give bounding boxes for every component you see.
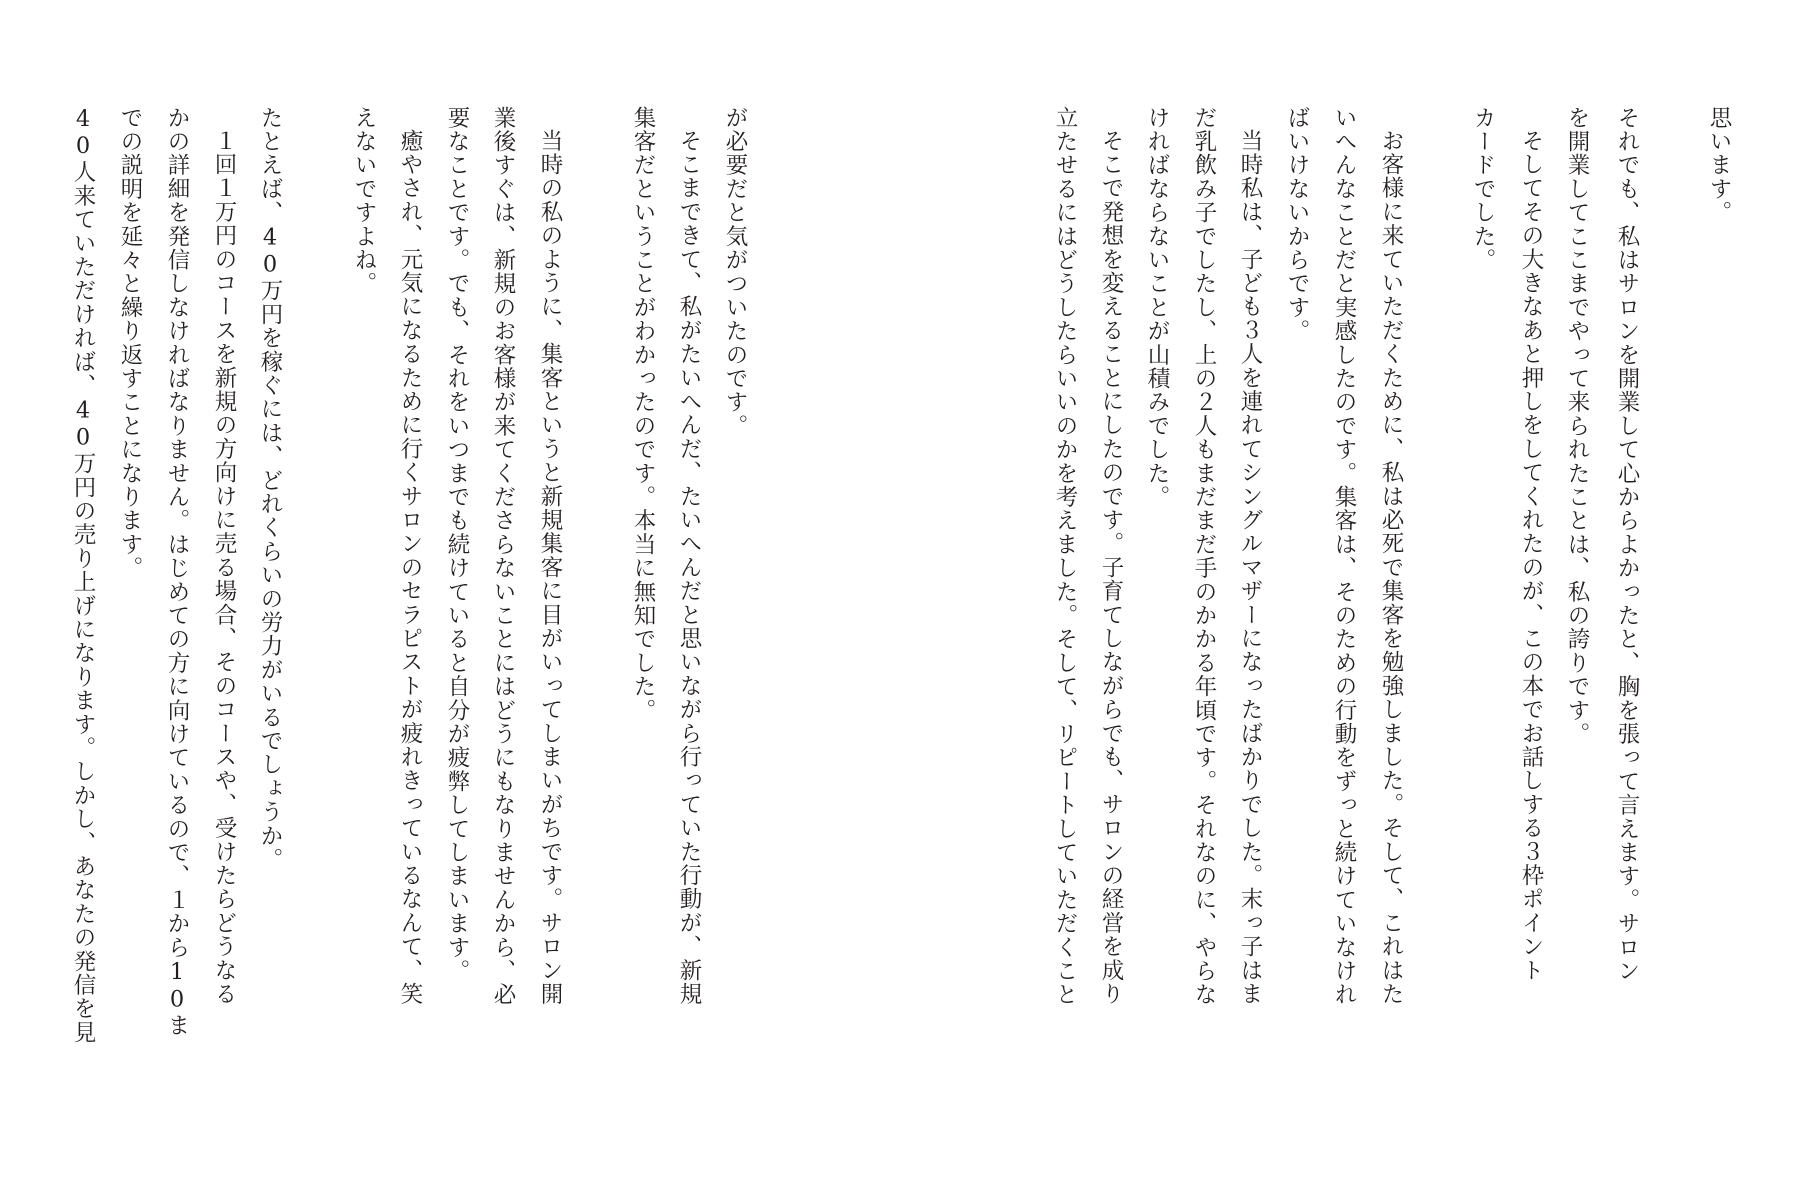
text-line: 当時の私のように、集客というと新規集客に目がいってしまいがちです。サロン開: [537, 128, 563, 1006]
text-line: 思います。: [1706, 106, 1732, 225]
text-line: それでも、私はサロンを開業して心からよかったと、胸を張って言えます。サロン: [1614, 106, 1640, 983]
text-line: たとえば、40万円を稼ぐには、どれくらいの労力がいるでしょうか。: [257, 106, 283, 872]
text-line: 業後すぐは、新規のお客様が来てくださらないことにはどうにもなりませんから、必: [490, 106, 516, 1007]
text-line: カードでした。: [1470, 106, 1496, 272]
text-line: 集客だということがわかったのです。本当に無知でした。: [630, 106, 656, 723]
text-line: お客様に来ていただくために、私は必死で集客を勉強しました。そして、これはた: [1378, 128, 1404, 1006]
text-line: かの詳細を発信しなければなりません。はじめての方に向けているので、１から10ま: [164, 106, 190, 1038]
text-line: が必要だと気がついたのです。: [722, 106, 748, 438]
text-line: 40人来ていただければ、40万円の売り上げになります。しかし、あなたの発信を見: [70, 106, 96, 1045]
text-line: ければならないことが山積みでした。: [1144, 106, 1170, 509]
text-line: そしてその大きなあと押しをしてくれたのが、この本でお話しする３枠ポイント: [1518, 128, 1544, 982]
text-line: ばいけないからです。: [1284, 106, 1310, 343]
text-line: そこまできて、私がたいへんだ、たいへんだと思いながら行っていた行動が、新規: [676, 128, 702, 1006]
text-line: １回１万円のコースを新規の方向けに売る場合、そのコースや、受けたらどうなる: [211, 128, 237, 1006]
text-line: えないですよね。: [351, 106, 377, 296]
text-line: 当時私は、子ども３人を連れてシングルマザーになったばかりでした。末っ子はま: [1237, 128, 1263, 1006]
text-line: を開業してここまでやって来られたことは、私の誇りです。: [1564, 106, 1590, 746]
text-line: そこで発想を変えることにしたのです。子育てしながらでも、サロンの経営を成り: [1098, 128, 1124, 1006]
text-line: だ乳飲み子でしたし、上の２人もまだまだ手のかかる年頃です。それなのに、やらな: [1191, 106, 1217, 1007]
text-line: 要なことです。でも、それをいつまでも続けていると自分が疲弊してしまいます。: [444, 106, 470, 983]
text-line: での説明を延々と繰り返すことになります。: [117, 106, 143, 580]
text-line: 立たせるにはどうしたらいいのかを考えました。そして、リピートしていただくこと: [1052, 106, 1078, 1007]
text-line: 癒やされ、元気になるために行くサロンのセラピストが疲れきっているなんて、笑: [397, 128, 423, 1006]
text-line: いへんなことだと実感したのです。集客は、そのための行動をずっと続けていなけれ: [1331, 106, 1357, 1007]
